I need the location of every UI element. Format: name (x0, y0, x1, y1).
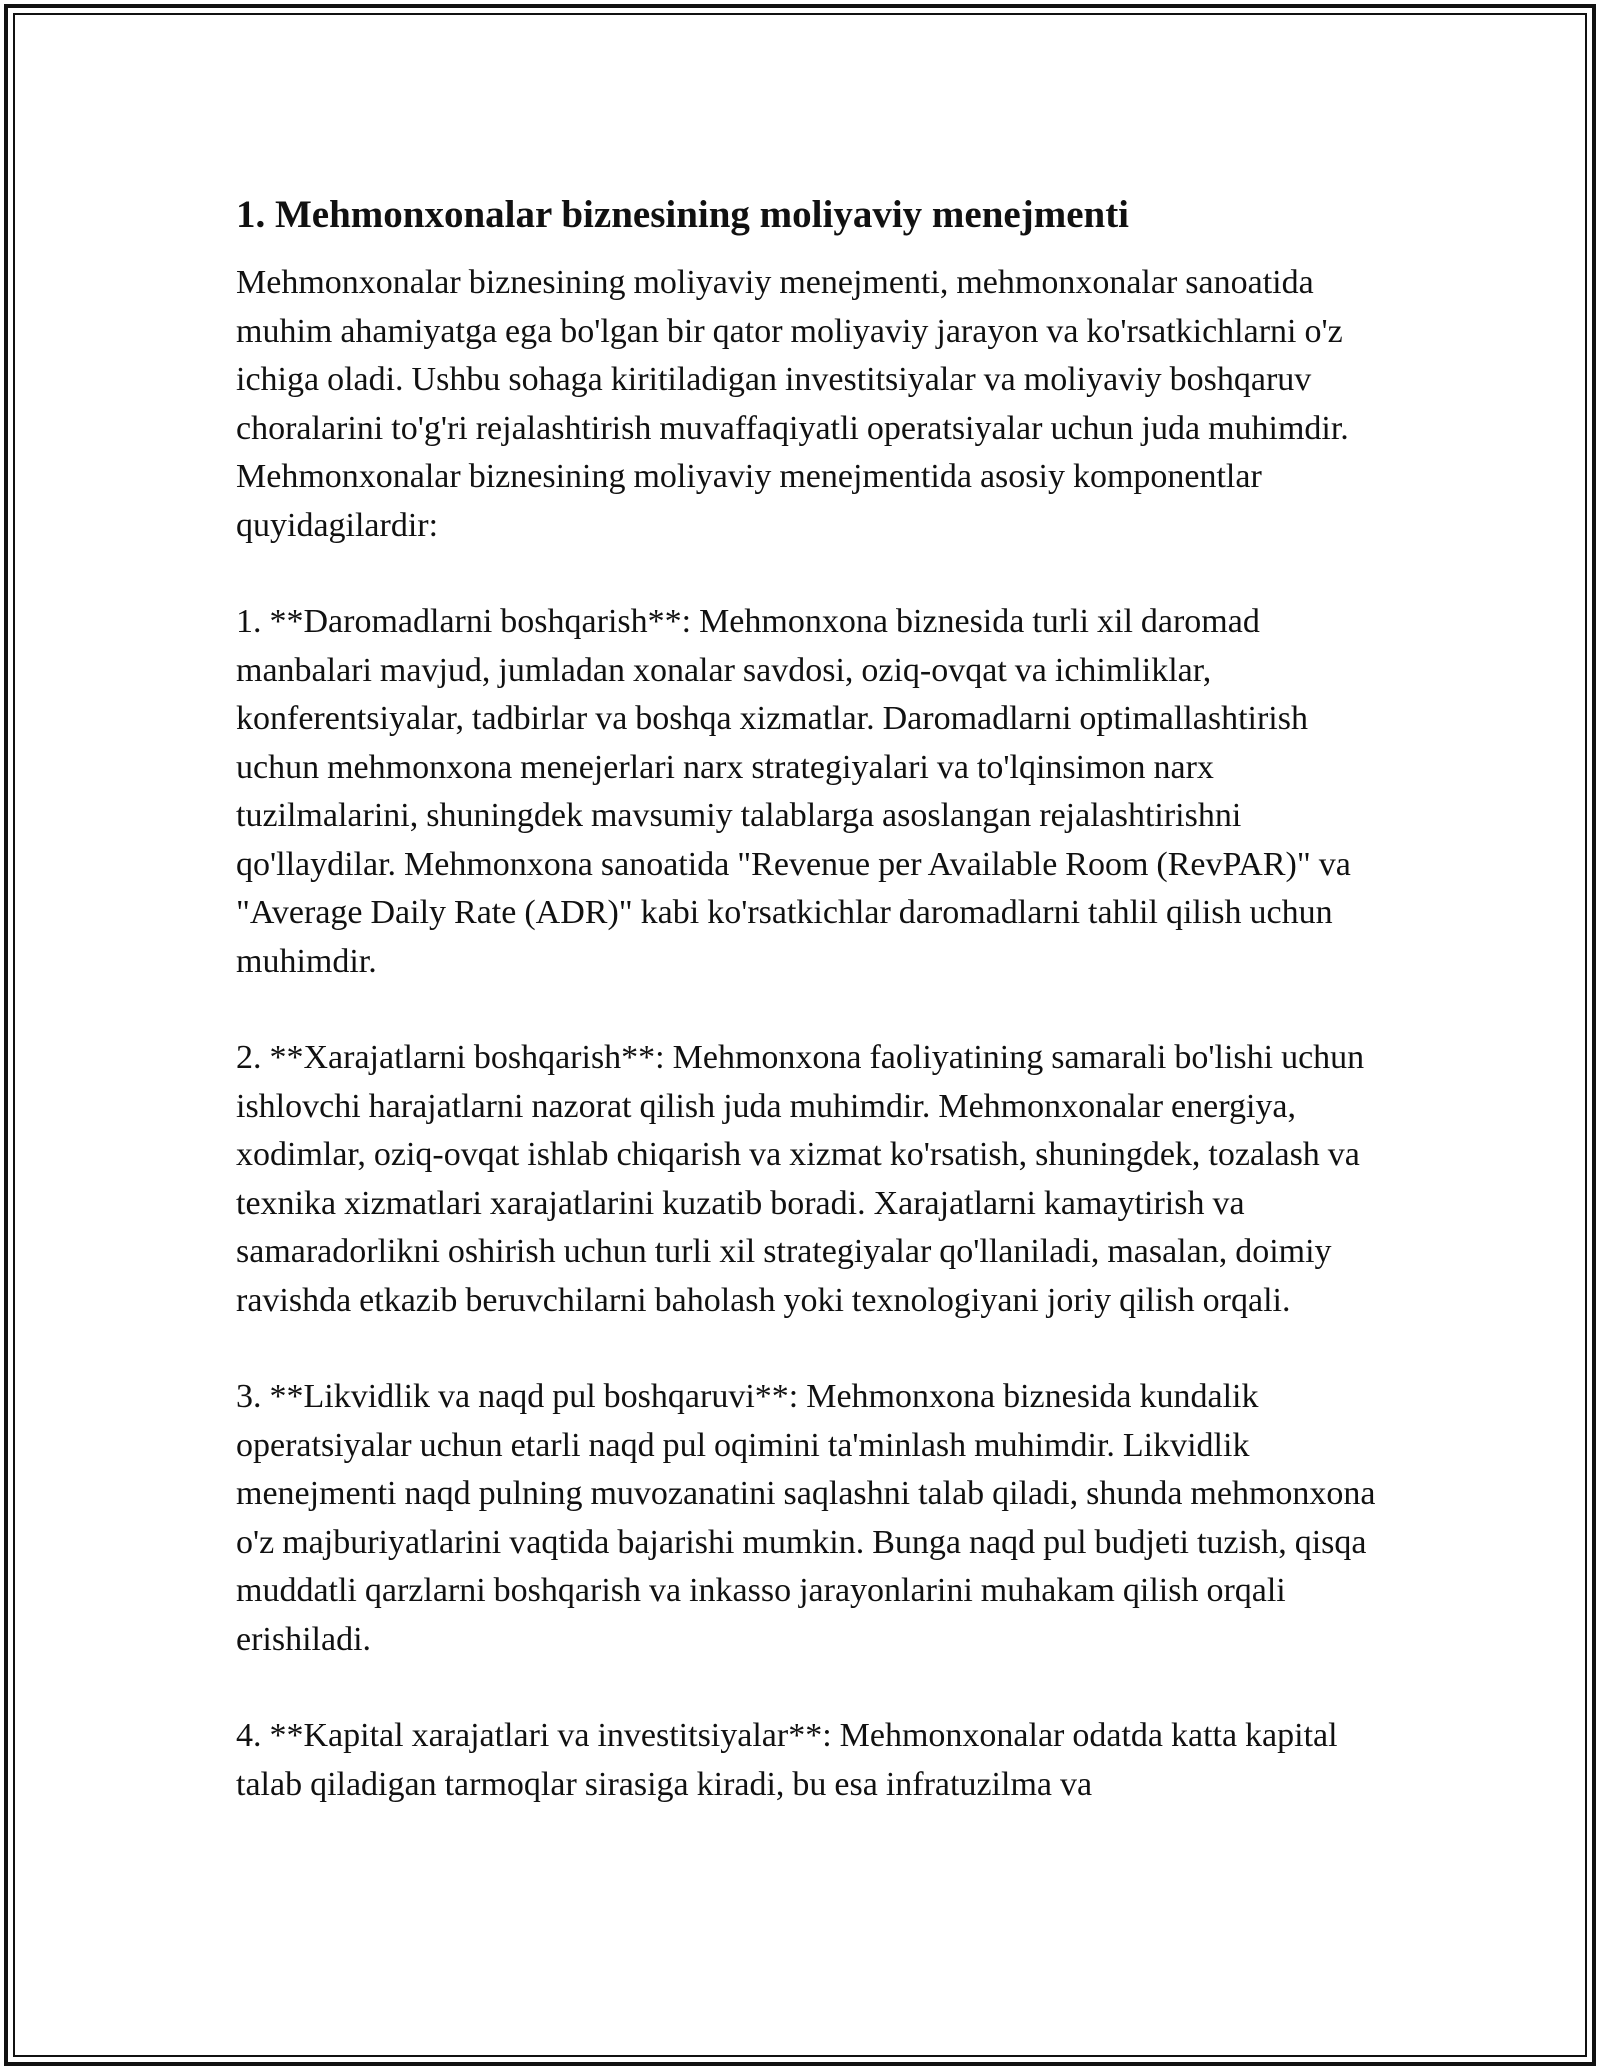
intro-paragraph: Mehmonxonalar biznesining moliyaviy menejmenti, mehmonxonalar sanoatida muhim ahamiyatga ega bo'lgan bir qator moliyaviy jarayon va ko'rsatkichlarni o'z ichiga oladi. Ushbu sohaga kiritiladigan investitsiyalar va moliyaviy boshqaruv choralarini to'g'ri rejalashtirish muvaffaqiyatli operatsiyalar uchun juda muhimdir. Mehmonxonalar biznesining moliyaviy menejmentida asosiy komponentlar quyidagilardir: (236, 264, 1349, 544)
paragraph-capital-expenditures: 4. **Kapital xarajatlari va investitsiyalar**: Mehmonxonalar odatda katta kapital talab qiladigan tarmoqlar sirasiga kiradi, bu esa infratuzilma va (236, 1717, 1338, 1803)
paragraph-revenue-management: 1. **Daromadlarni boshqarish**: Mehmonxona biznesida turli xil daromad manbalari mavjud, jumladan xonalar savdosi, oziq-ovqat va ichimliklar, konferentsiyalar, tadbirlar va boshqa xizmatlar. Daromadlarni optimallashtirish uchun mehmonxona menejerlari narx strategiyalari va to'lqinsimon narx tuzilmalarini, shuningdek mavsumiy talablarga asoslangan rejalashtirishni qo'llaydilar. Mehmonxona sanoatida "Revenue per Available Room (RevPAR)" va "Average Daily Rate (ADR)" kabi ko'rsatkichlar daromadlarni tahlil qilish uchun muhimdir. (236, 603, 1351, 980)
paragraph-liquidity-management: 3. **Likvidlik va naqd pul boshqaruvi**: Mehmonxona biznesida kundalik operatsiyalar uchun etarli naqd pul oqimini ta'minlash muhimdir. Likvidlik menejmenti naqd pulning muvozanatini saqlashni talab qiladi, shunda mehmonxona o'z majburiyatlarini vaqtida bajarishi mumkin. Bunga naqd pul budjeti tuzish, qisqa muddatli qarzlarni boshqarish va inkasso jarayonlarini muhakam qilish orqali erishiladi. (236, 1378, 1376, 1658)
paragraph-cost-management: 2. **Xarajatlarni boshqarish**: Mehmonxona faoliyatining samarali bo'lishi uchun ishlovchi harajatlarni nazorat qilish juda muhimdir. Mehmonxonalar energiya, xodimlar, oziq-ovqat ishlab chiqarish va xizmat ko'rsatish, shuningdek, tozalash va texnika xizmatlari xarajatlarini kuzatib boradi. Xarajatlarni kamaytirish va samaradorlikni oshirish uchun turli xil strategiyalar qo'llaniladi, masalan, doimiy ravishda etkazib beruvchilarni baholash yoki texnologiyani joriy qilish orqali. (236, 1039, 1365, 1319)
section-heading: 1. Mehmonxonalar biznesining moliyaviy menejmenti (236, 193, 1130, 236)
document-body (236, 185, 1376, 1857)
